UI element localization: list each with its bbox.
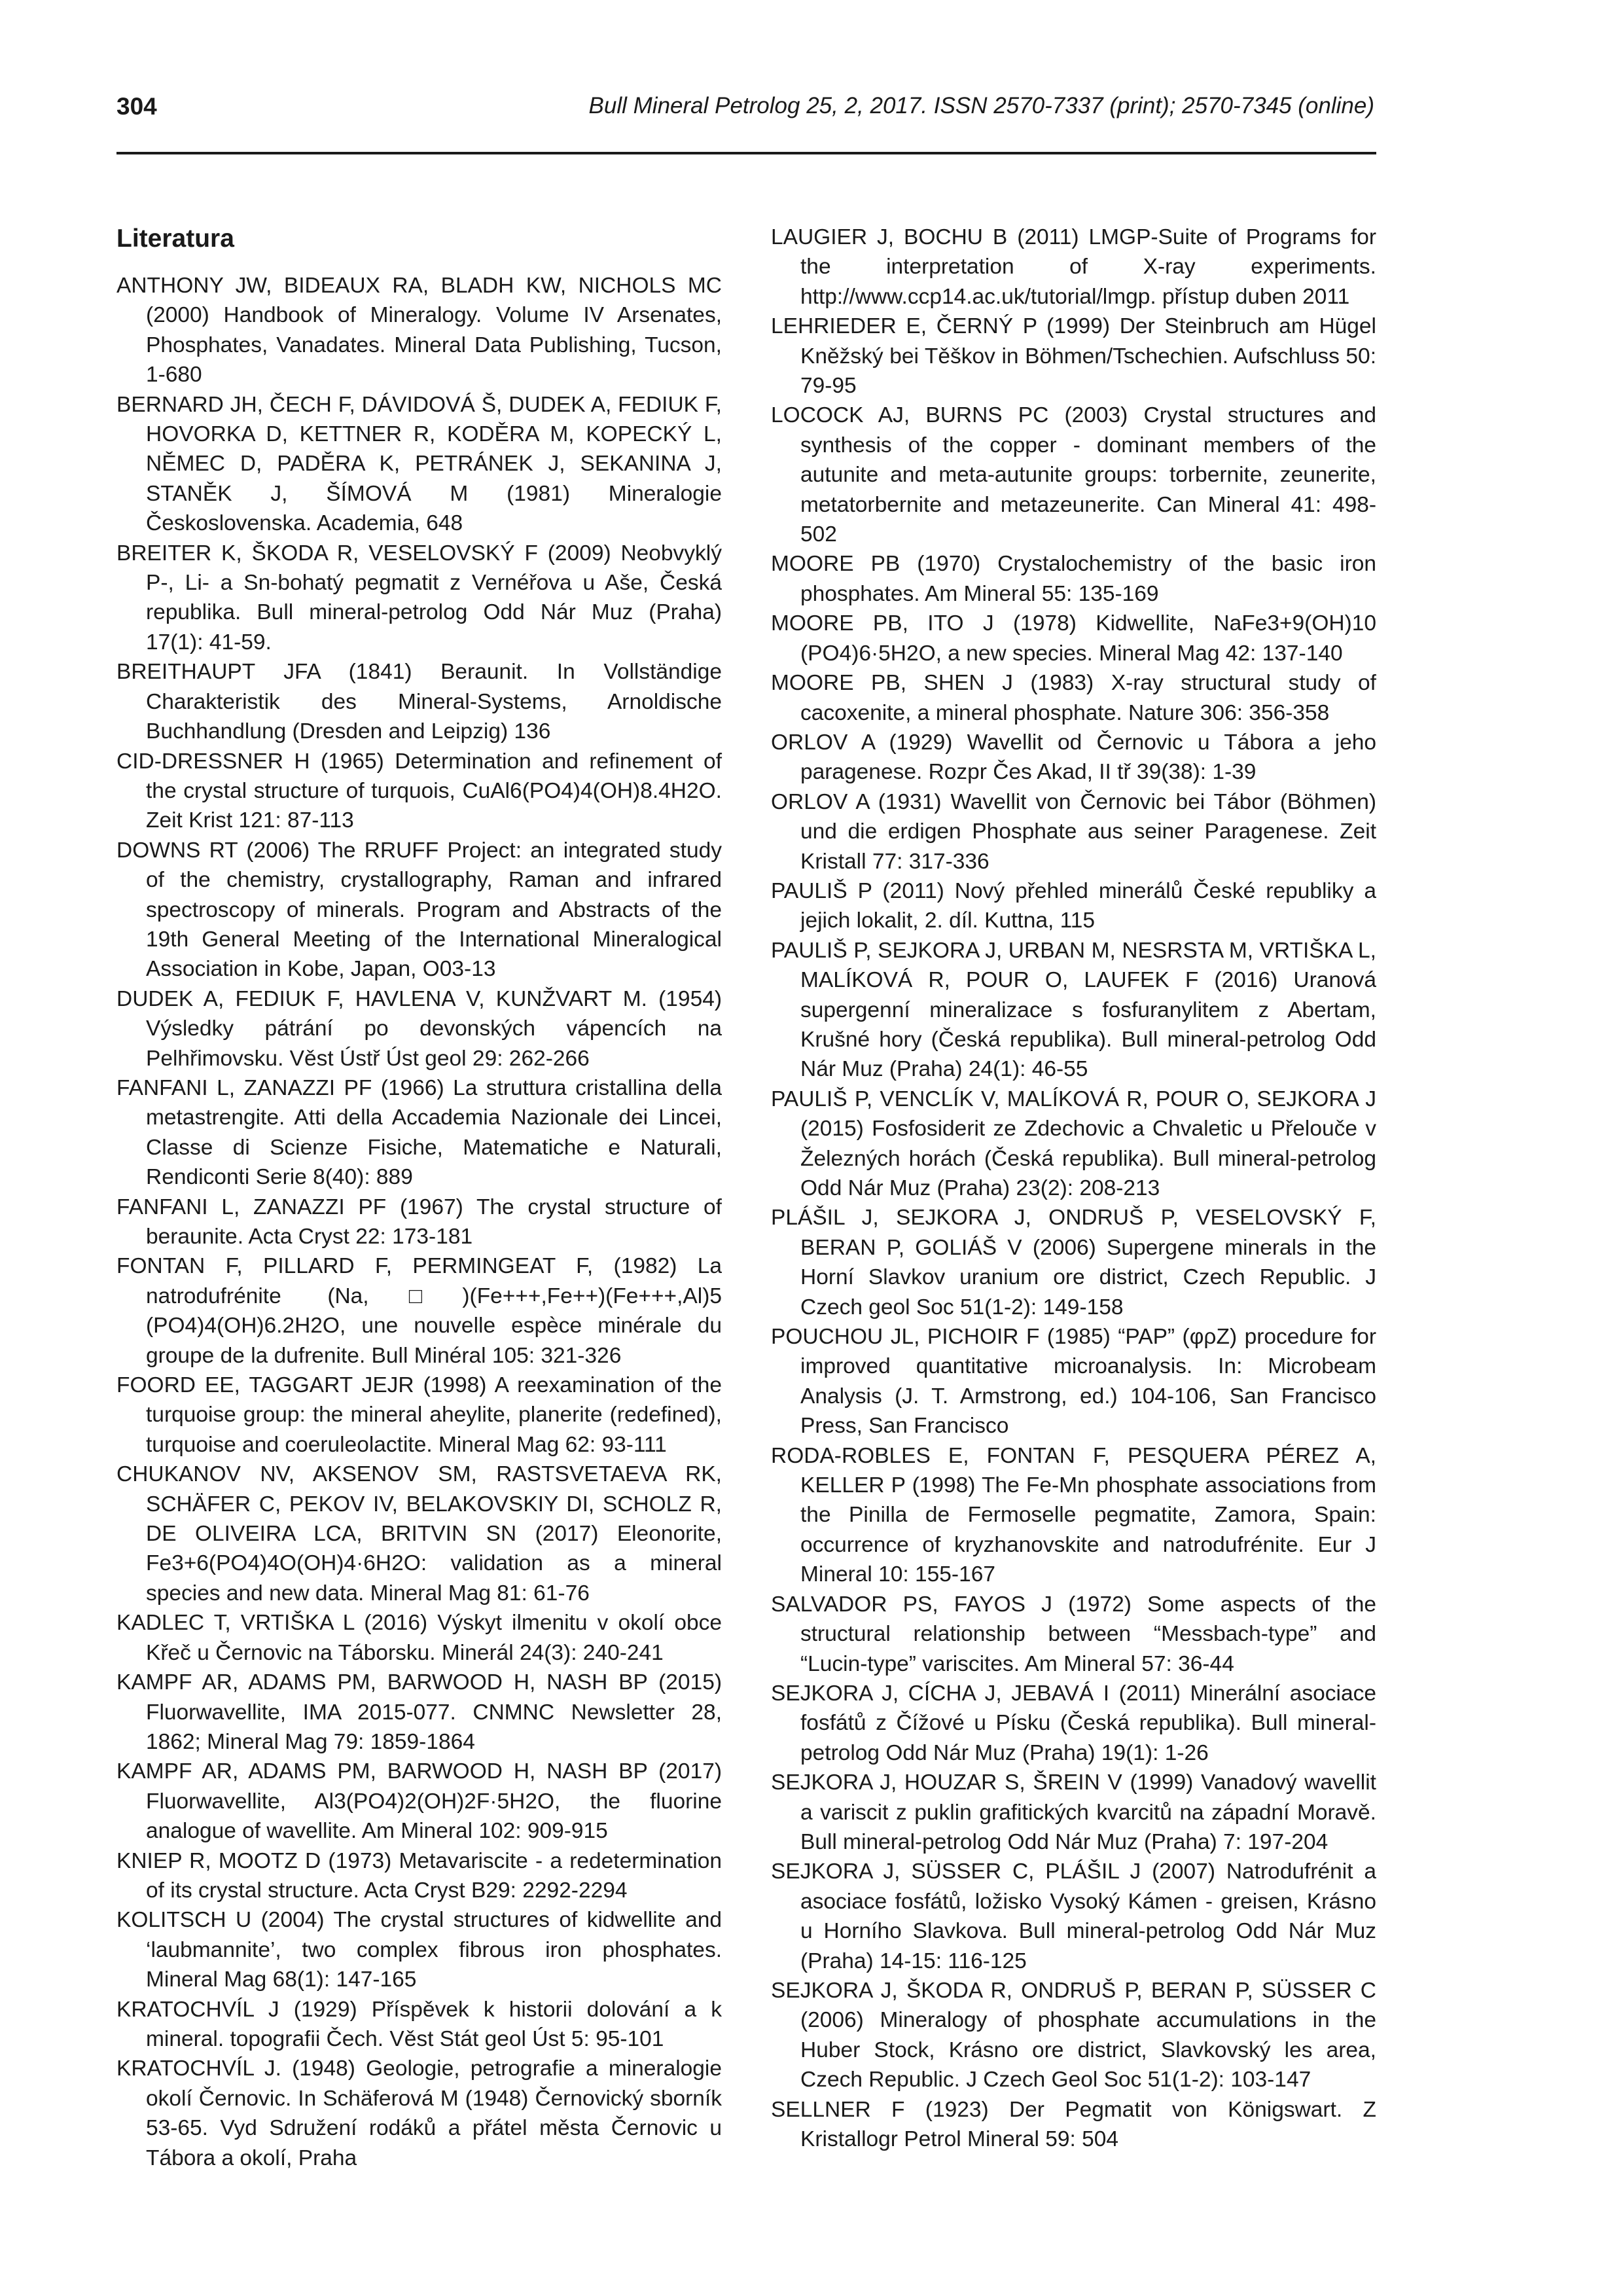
reference-entry: KRATOCHVÍL J (1929) Příspěvek k historii dolování a k mineral. topografii Čech. Věst Stát geol Úst 5: 95-101 [116, 1997, 722, 2051]
reference-entry: KNIEP R, MOOTZ D (1973) Metavariscite - a redetermination of its crystal structure. Acta Cryst B29: 2292-2294 [116, 1848, 722, 1903]
page-number: 304 [116, 93, 157, 120]
reference-entry: PAULIŠ P, VENCLÍK V, MALÍKOVÁ R, POUR O, SEJKORA J (2015) Fosfosiderit ze Zdechovic a Chvaletic u Přelouče v Železných horách (Česká republika). Bull mineral-petrolog Odd Nár Muz (Praha) 23(2): 208-213 [771, 1086, 1376, 1200]
reference-entry: SEJKORA J, CÍCHA J, JEBAVÁ I (2011) Minerální asociace fosfátů z Čížové u Písku (Česká republika). Bull mineral-petrolog Odd Nár Muz (Praha) 19(1): 1-26 [771, 1681, 1376, 1765]
reference-entry: KAMPF AR, ADAMS PM, BARWOOD H, NASH BP (2017) Fluorwavellite, Al3(PO4)2(OH)2F·5H2O, the fluorine analogue of wavellite. Am Mineral 102: 909-915 [116, 1759, 722, 1844]
reference-entry: FANFANI L, ZANAZZI PF (1967) The crystal structure of beraunite. Acta Cryst 22: 173-181 [116, 1194, 722, 1249]
reference-entry: KOLITSCH U (2004) The crystal structures of kidwellite and ‘laubmannite’, two complex fibrous iron phosphates. Mineral Mag 68(1): 147-165 [116, 1908, 722, 1992]
reference-entry: ORLOV A (1931) Wavellit von Černovic bei Tábor (Böhmen) und die erdigen Phosphate aus seiner Paragenese. Zeit Kristall 77: 317-336 [771, 789, 1376, 874]
reference-entry: SEJKORA J, ŠKODA R, ONDRUŠ P, BERAN P, SÜSSER C (2006) Mineralogy of phosphate accumulations in the Huber Stock, Krásno ore district, Slavkovský les area, Czech Republic. J Czech Geol Soc 51(1-2): 103-147 [771, 1978, 1376, 2092]
reference-entry: LEHRIEDER E, ČERNÝ P (1999) Der Steinbruch am Hügel Kněžský bei Těškov in Böhmen/Tschechien. Aufschluss 50: 79-95 [771, 314, 1376, 399]
reference-entry: LAUGIER J, BOCHU B (2011) LMGP-Suite of Programs for the interpretation of X-ray experiments. http://www.ccp14.ac.uk/tutorial/lmgp. přístup duben 2011 [771, 225, 1376, 309]
reference-entry: CID-DRESSNER H (1965) Determination and refinement of the crystal structure of turquois, CuAl6(PO4)4(OH)8.4H2O. Zeit Krist 121: 87-113 [116, 749, 722, 833]
reference-entry: PAULIŠ P, SEJKORA J, URBAN M, NESRSTA M, VRTIŠKA L, MALÍKOVÁ R, POUR O, LAUFEK F (2016) Uranová supergenní mineralizace s fosfuranylitem z Abertam, Krušné hory (Česká republika). Bull mineral-petrolog Odd Nár Muz (Praha) 24(1): 46-55 [771, 938, 1376, 1082]
reference-entry: POUCHOU JL, PICHOIR F (1985) “PAP” (φρZ) procedure for improved quantitative microanalysis. In: Microbeam Analysis (J. T. Armstrong, ed.) 104-106, San Francisco Press, San Francisco [771, 1325, 1376, 1439]
reference-entry: CHUKANOV NV, AKSENOV SM, RASTSVETAEVA RK, SCHÄFER C, PEKOV IV, BELAKOVSKIY DI, SCHOLZ R, DE OLIVEIRA LCA, BRITVIN SN (2017) Eleonorite, Fe3+6(PO4)4O(OH)4·6H2O: validation as a mineral species and new data. Mineral Mag 81: 61-76 [116, 1462, 722, 1605]
reference-entry: DUDEK A, FEDIUK F, HAVLENA V, KUNŽVART M. (1954) Výsledky pátrání po devonských vápencích na Pelhřimovsku. Věst Ústř Úst geol 29: 262-266 [116, 986, 722, 1071]
reference-entry: FANFANI L, ZANAZZI PF (1966) La struttura cristallina della metastrengite. Atti della Accademia Nazionale dei Lincei, Classe di Scienze Fisiche, Matematiche e Naturali, Rendiconti Serie 8(40): 889 [116, 1075, 722, 1190]
section-title: Literatura [116, 224, 234, 253]
reference-entry: PLÁŠIL J, SEJKORA J, ONDRUŠ P, VESELOVSKÝ F, BERAN P, GOLIÁŠ V (2006) Supergene minerals in the Horní Slavkov uranium ore district, Czech Republic. J Czech geol Soc 51(1-2): 149-158 [771, 1206, 1376, 1319]
reference-entry: KADLEC T, VRTIŠKA L (2016) Výskyt ilmenitu v okolí obce Křeč u Černovic na Táborsku. Minerál 24(3): 240-241 [116, 1611, 722, 1665]
reference-entry: LOCOCK AJ, BURNS PC (2003) Crystal structures and synthesis of the copper - dominant members of the autunite and meta-autunite groups: torbernite, zeunerite, metatorbernite and metazeunerite. Can Mineral 41: 498-502 [771, 403, 1376, 547]
reference-entry: BERNARD JH, ČECH F, DÁVIDOVÁ Š, DUDEK A, FEDIUK F, HOVORKA D, KETTNER R, KODĚRA M, KOPECKÝ L, NĚMEC D, PADĚRA K, PETRÁNEK J, SEKANINA J, STANĚK J, ŠÍMOVÁ M (1981) Mineralogie Československa. Academia, 648 [116, 392, 722, 536]
reference-entry: BREITHAUPT JFA (1841) Beraunit. In Vollständige Charakteristik des Mineral-Systems, Arnoldische Buchhandlung (Dresden and Leipzig) 136 [116, 660, 722, 744]
reference-entry: KAMPF AR, ADAMS PM, BARWOOD H, NASH BP (2015) Fluorwavellite, IMA 2015-077. CNMNC Newsletter 28, 1862; Mineral Mag 79: 1859-1864 [116, 1670, 722, 1754]
reference-entry: SELLNER F (1923) Der Pegmatit von Königswart. Z Kristallogr Petrol Mineral 59: 504 [771, 2097, 1376, 2151]
reference-entry: ORLOV A (1929) Wavellit od Černovic u Tábora a jeho paragenese. Rozpr Čes Akad, II tř 39(38): 1-39 [771, 730, 1376, 785]
reference-entry: FOORD EE, TAGGART JEJR (1998) A reexamination of the turquoise group: the mineral aheylite, planerite (redefined), turquoise and coeruleolactite. Mineral Mag 62: 93-111 [116, 1373, 722, 1457]
reference-entry: SALVADOR PS, FAYOS J (1972) Some aspects of the structural relationship between “Messbach-type” and “Lucin-type” variscites. Am Mineral 57: 36-44 [771, 1592, 1376, 1676]
reference-entry: DOWNS RT (2006) The RRUFF Project: an integrated study of the chemistry, crystallography, Raman and infrared spectroscopy of minerals. Program and Abstracts of the 19th General Meeting of the International Mineralogical Association in Kobe, Japan, O03-13 [116, 838, 722, 982]
reference-entry: MOORE PB (1970) Crystalochemistry of the basic iron phosphates. Am Mineral 55: 135-169 [771, 552, 1376, 606]
journal-citation: Bull Mineral Petrolog 25, 2, 2017. ISSN 2570-7337 (print); 2570-7345 (online) [588, 93, 1374, 118]
reference-entry: BREITER K, ŠKODA R, VESELOVSKÝ F (2009) Neobvyklý P-, Li- a Sn-bohatý pegmatit z Vernéřova u Aše, Česká republika. Bull mineral-petrolog Odd Nár Muz (Praha) 17(1): 41-59. [116, 541, 722, 655]
right-column [771, 223, 1376, 2154]
reference-entry: MOORE PB, SHEN J (1983) X-ray structural study of cacoxenite, a mineral phosphate. Nature 306: 356-358 [771, 671, 1376, 725]
header-rule [116, 152, 1376, 154]
reference-entry: FONTAN F, PILLARD F, PERMINGEAT F, (1982) La natrodufrénite (Na,□)(Fe+++,Fe++)(Fe+++,Al)5 (PO4)4(OH)6.2H2O, une nouvelle espèce minérale du groupe de la dufrenite. Bull Minéral 105: 321-326 [116, 1254, 722, 1368]
reference-entry: ANTHONY JW, BIDEAUX RA, BLADH KW, NICHOLS MC (2000) Handbook of Mineralogy. Volume IV Arsenates, Phosphates, Vanadates. Mineral Data Publishing, Tucson, 1-680 [116, 274, 722, 387]
reference-entry: KRATOCHVÍL J. (1948) Geologie, petrografie a mineralogie okolí Černovic. In Schäferová M (1948) Černovický sborník 53-65. Vyd Sdružení rodáků a přátel města Černovic u Tábora a okolí, Praha [116, 2056, 722, 2170]
left-column [116, 223, 722, 2173]
reference-entry: RODA-ROBLES E, FONTAN F, PESQUERA PÉREZ A, KELLER P (1998) The Fe-Mn phosphate associations from the Pinilla de Fermoselle pegmatite, Zamora, Spain: occurrence of kryzhanovskite and natrodufrénite. Eur J Mineral 10: 155-167 [771, 1443, 1376, 1587]
reference-entry: SEJKORA J, HOUZAR S, ŠREIN V (1999) Vanadový wavellit a variscit z puklin grafitických kvarcitů na západní Moravě. Bull mineral-petrolog Odd Nár Muz (Praha) 7: 197-204 [771, 1770, 1376, 1854]
reference-entry: MOORE PB, ITO J (1978) Kidwellite, NaFe3+9(OH)10 (PO4)6·5H2O, a new species. Mineral Mag 42: 137-140 [771, 611, 1376, 666]
reference-entry: PAULIŠ P (2011) Nový přehled minerálů České republiky a jejich lokalit, 2. díl. Kuttna, 115 [771, 878, 1376, 933]
reference-entry: SEJKORA J, SÜSSER C, PLÁŠIL J (2007) Natrodufrénit a asociace fosfátů, ložisko Vysoký Kámen - greisen, Krásno u Horního Slavkova. Bull mineral-petrolog Odd Nár Muz (Praha) 14-15: 116-125 [771, 1859, 1376, 1973]
